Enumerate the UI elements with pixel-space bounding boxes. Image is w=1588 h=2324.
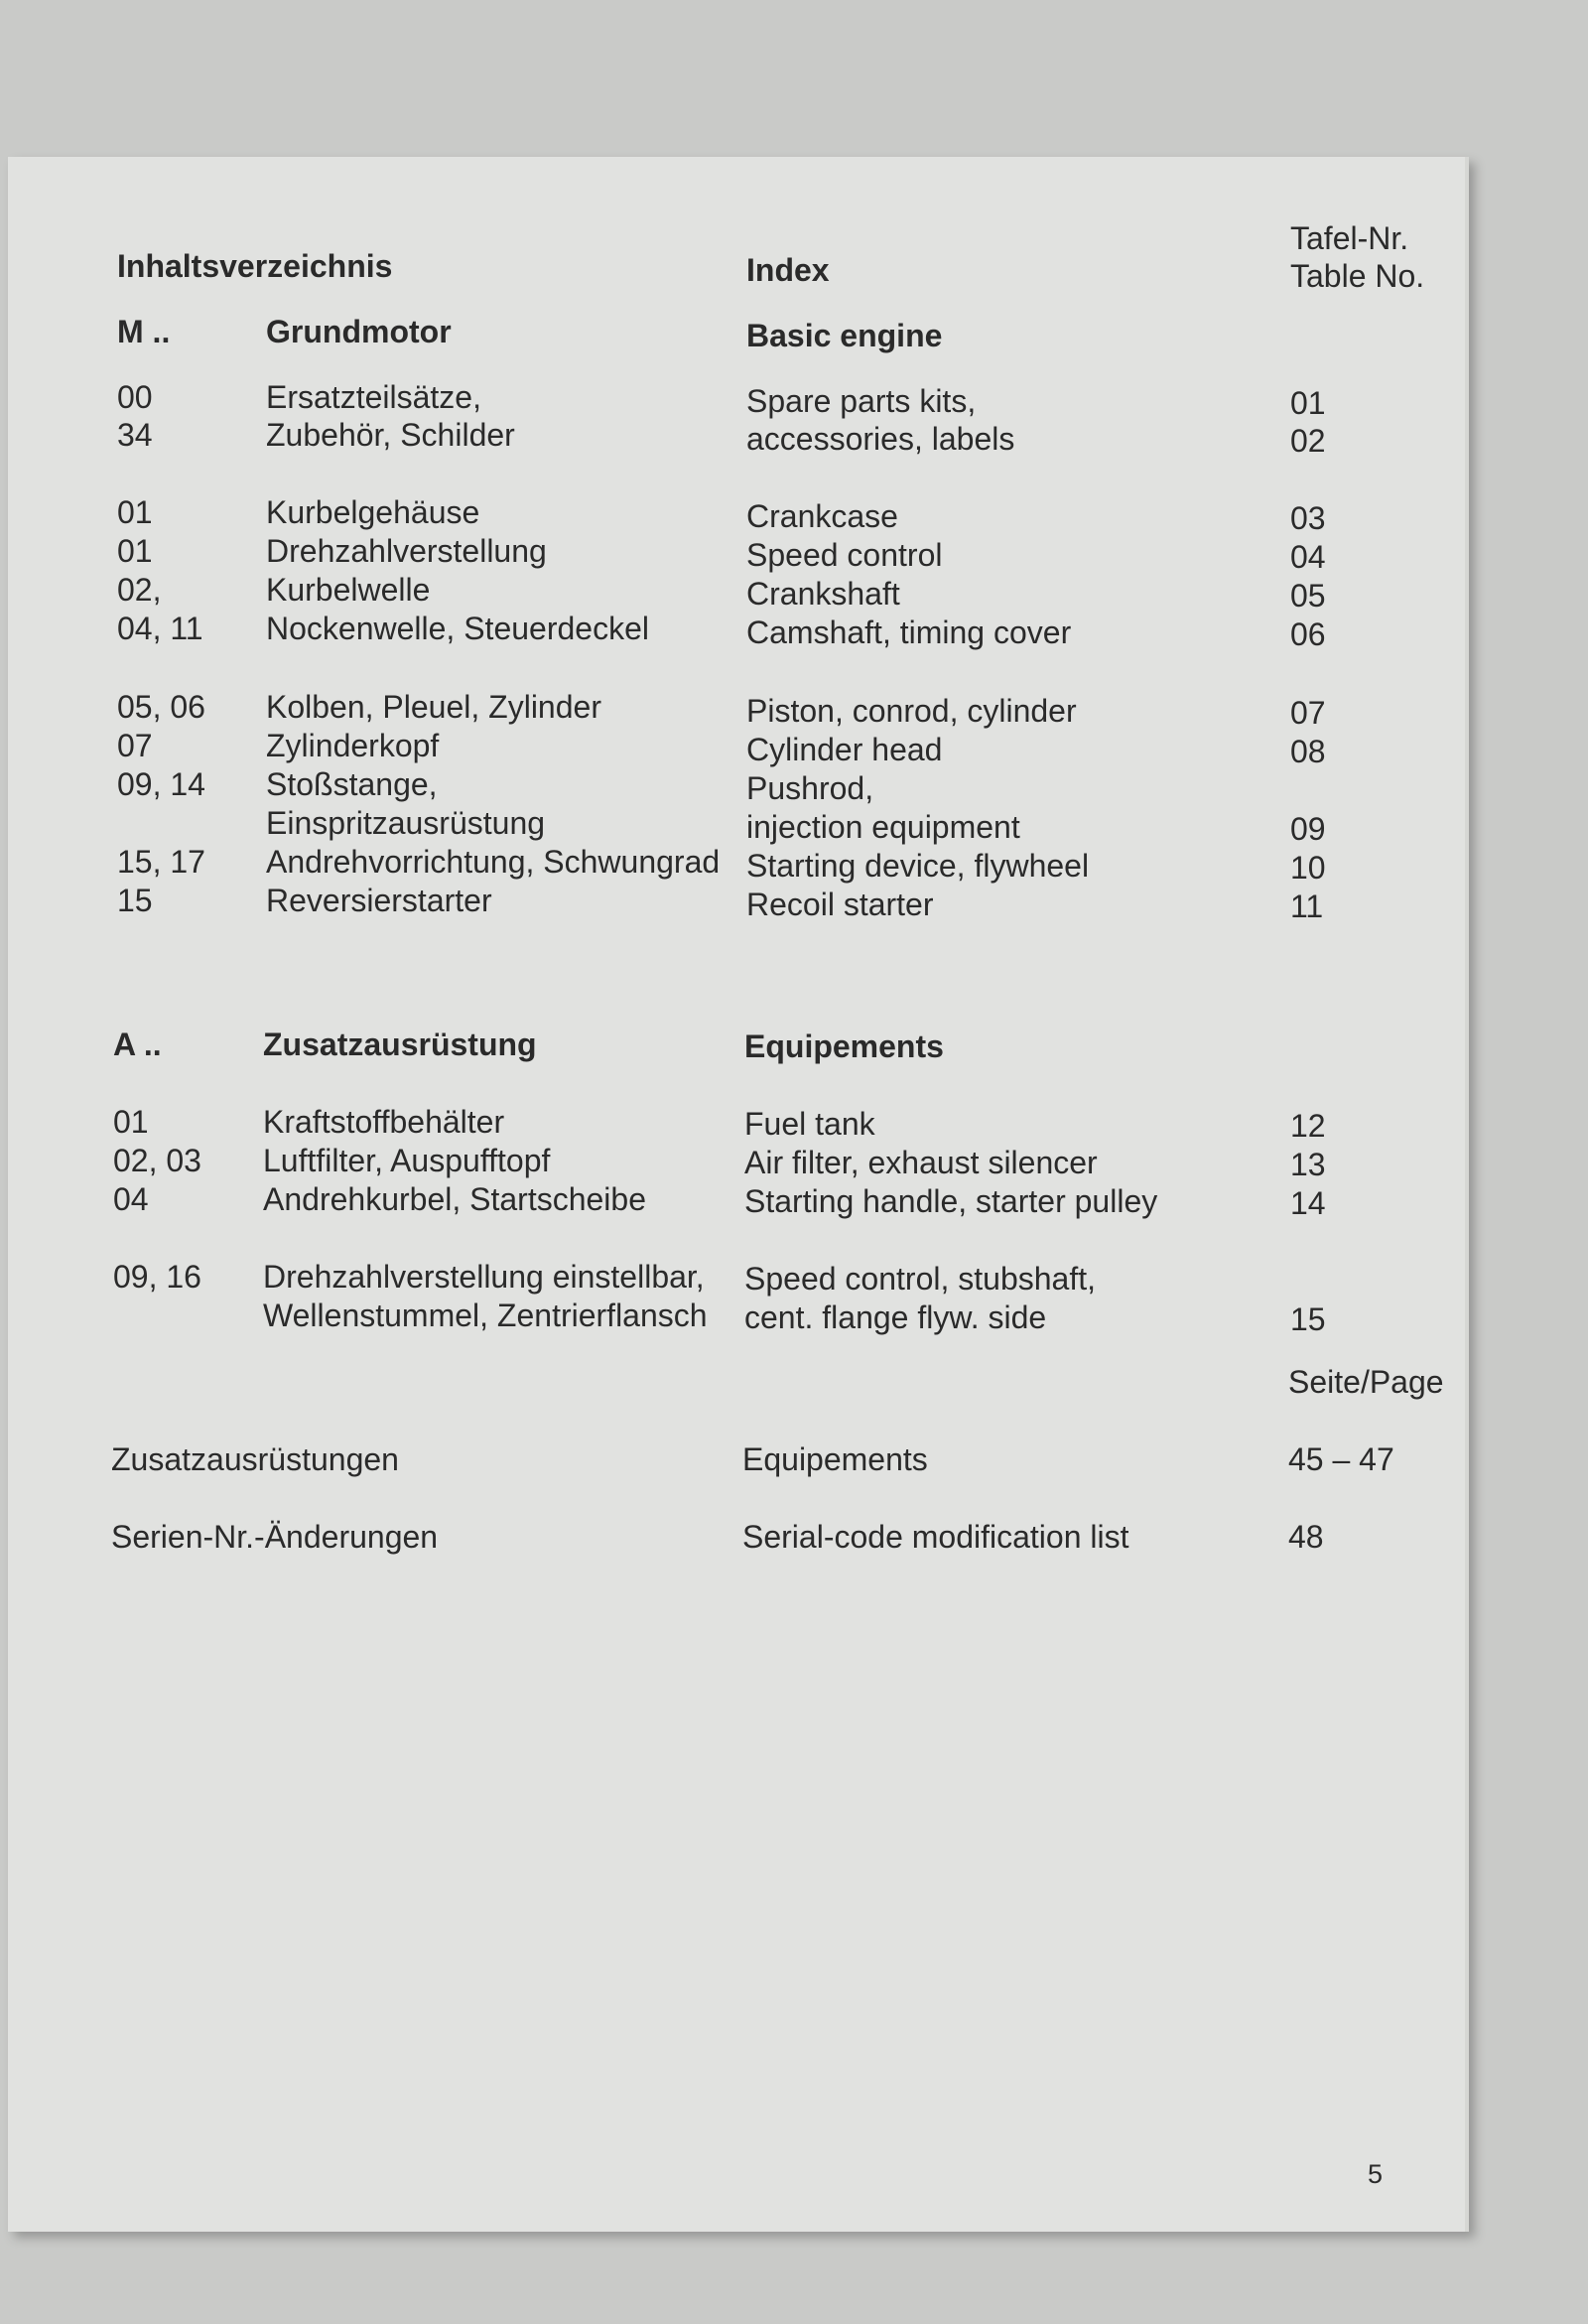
section-m-title-en: Basic engine bbox=[746, 318, 943, 353]
row-table-no: 11 bbox=[1290, 889, 1324, 924]
pages-row-page: 45 – 47 bbox=[1288, 1441, 1394, 1477]
row-code: 00 bbox=[117, 379, 153, 415]
row-code: 04, 11 bbox=[117, 611, 203, 646]
row-de: Zubehör, Schilder bbox=[266, 417, 515, 453]
row-de: Kraftstoffbehälter bbox=[263, 1104, 505, 1140]
row-de: Kolben, Pleuel, Zylinder bbox=[266, 689, 601, 725]
row-code: 07 bbox=[117, 728, 153, 763]
row-de: Drehzahlverstellung einstellbar, bbox=[263, 1259, 705, 1295]
row-de: Ersatzteilsätze, bbox=[266, 379, 481, 415]
document-page bbox=[8, 157, 1469, 2232]
row-en: Speed control bbox=[746, 537, 943, 573]
row-table-no: 14 bbox=[1290, 1185, 1326, 1221]
row-code: 15, 17 bbox=[117, 844, 205, 880]
table-no-label-en: Table No. bbox=[1290, 258, 1425, 294]
row-en: Air filter, exhaust silencer bbox=[744, 1145, 1098, 1180]
row-table-no: 02 bbox=[1290, 423, 1326, 459]
row-en: Speed control, stubshaft, bbox=[744, 1261, 1096, 1297]
table-no-label-de: Tafel-Nr. bbox=[1290, 220, 1409, 256]
row-table-no: 10 bbox=[1290, 850, 1326, 886]
row-de: Wellenstummel, Zentrierflansch bbox=[263, 1298, 708, 1333]
row-en: Recoil starter bbox=[746, 887, 934, 922]
row-de: Einspritzausrüstung bbox=[266, 805, 546, 841]
page-column-header: Seite/Page bbox=[1288, 1364, 1444, 1400]
row-en: Starting handle, starter pulley bbox=[744, 1183, 1158, 1219]
row-en: Spare parts kits, bbox=[746, 383, 977, 419]
row-en: Pushrod, bbox=[746, 770, 874, 806]
row-table-no: 15 bbox=[1290, 1301, 1326, 1337]
section-a-code: A .. bbox=[113, 1026, 162, 1062]
pages-row-page: 48 bbox=[1288, 1519, 1324, 1555]
row-en: Piston, conrod, cylinder bbox=[746, 693, 1077, 729]
section-a-title-de: Zusatzausrüstung bbox=[263, 1026, 537, 1062]
title-en: Index bbox=[746, 252, 830, 288]
row-en: Cylinder head bbox=[746, 732, 943, 767]
row-en: Crankcase bbox=[746, 498, 898, 534]
row-de: Reversierstarter bbox=[266, 883, 492, 918]
row-table-no: 03 bbox=[1290, 500, 1326, 536]
row-code: 02, 03 bbox=[113, 1143, 201, 1178]
section-m-title-de: Grundmotor bbox=[266, 314, 452, 349]
row-en: Starting device, flywheel bbox=[746, 848, 1090, 884]
row-en: Camshaft, timing cover bbox=[746, 615, 1072, 650]
row-table-no: 04 bbox=[1290, 539, 1326, 575]
row-table-no: 13 bbox=[1290, 1147, 1326, 1182]
title-de: Inhaltsverzeichnis bbox=[117, 248, 393, 284]
page-number: 5 bbox=[1368, 2159, 1384, 2189]
row-table-no: 06 bbox=[1290, 616, 1326, 652]
row-code: 09, 14 bbox=[117, 766, 205, 802]
row-code: 01 bbox=[113, 1104, 149, 1140]
row-code: 02, bbox=[117, 572, 162, 608]
row-table-no: 05 bbox=[1290, 578, 1326, 614]
row-code: 04 bbox=[113, 1181, 149, 1217]
row-de: Drehzahlverstellung bbox=[266, 533, 547, 569]
section-a-title-en: Equipements bbox=[744, 1028, 944, 1064]
row-de: Andrehkurbel, Startscheibe bbox=[263, 1181, 646, 1217]
row-en: Crankshaft bbox=[746, 576, 900, 612]
row-de: Stoßstange, bbox=[266, 766, 438, 802]
row-en: injection equipment bbox=[746, 809, 1020, 845]
row-code: 01 bbox=[117, 494, 153, 530]
row-table-no: 01 bbox=[1290, 385, 1326, 421]
row-de: Kurbelwelle bbox=[266, 572, 431, 608]
row-code: 34 bbox=[117, 417, 153, 453]
row-table-no: 07 bbox=[1290, 695, 1326, 731]
row-code: 05, 06 bbox=[117, 689, 205, 725]
row-de: Andrehvorrichtung, Schwungrad bbox=[266, 844, 721, 880]
row-en: Fuel tank bbox=[744, 1106, 875, 1142]
pages-row-en: Serial-code modification list bbox=[742, 1519, 1129, 1555]
row-de: Kurbelgehäuse bbox=[266, 494, 480, 530]
row-code: 01 bbox=[117, 533, 153, 569]
pages-row-en: Equipements bbox=[742, 1441, 928, 1477]
row-en: cent. flange flyw. side bbox=[744, 1299, 1047, 1335]
row-de: Nockenwelle, Steuerdeckel bbox=[266, 611, 649, 646]
row-table-no: 08 bbox=[1290, 734, 1326, 769]
row-de: Zylinderkopf bbox=[266, 728, 440, 763]
section-m-code: M .. bbox=[117, 314, 171, 349]
row-code: 15 bbox=[117, 883, 153, 918]
row-table-no: 12 bbox=[1290, 1108, 1326, 1144]
pages-row-de: Serien-Nr.-Änderungen bbox=[111, 1519, 439, 1555]
row-de: Luftfilter, Auspufftopf bbox=[263, 1143, 551, 1178]
row-table-no: 09 bbox=[1290, 811, 1326, 847]
row-en: accessories, labels bbox=[746, 421, 1015, 457]
row-code: 09, 16 bbox=[113, 1259, 201, 1295]
pages-row-de: Zusatzausrüstungen bbox=[111, 1441, 399, 1477]
